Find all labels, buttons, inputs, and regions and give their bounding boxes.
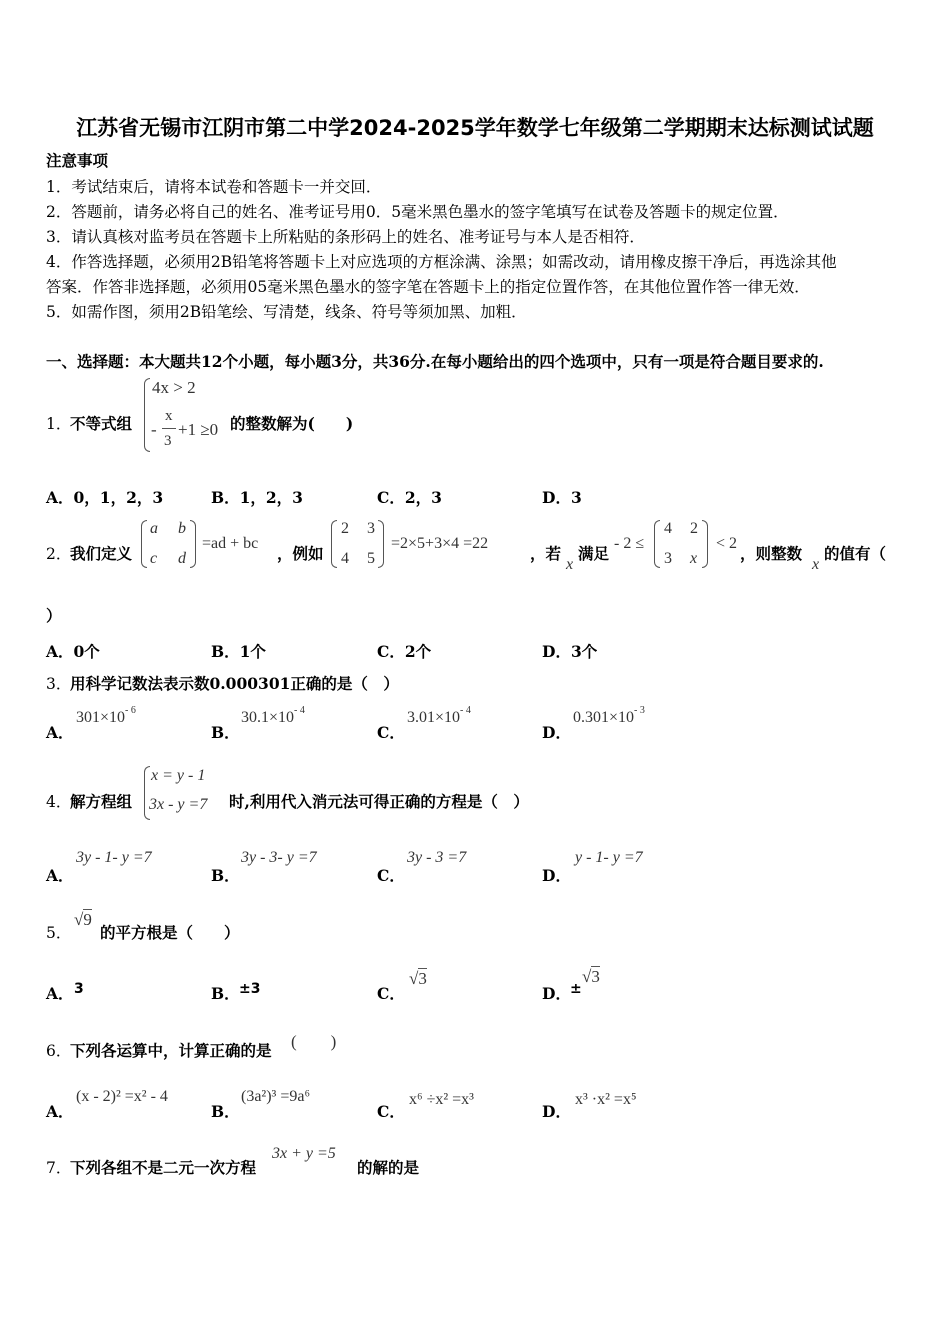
option-b-value: ±3 [239, 981, 261, 997]
fraction-numerator: x [165, 408, 173, 424]
question-prefix: 不等式组 [70, 414, 133, 433]
inequality-left: - 2 ≤ [614, 535, 645, 552]
question-number: 4． [46, 793, 72, 811]
option-a[interactable]: A．0个 [46, 642, 100, 661]
matrix-cell: 3 [664, 550, 672, 567]
option-a[interactable]: A． [46, 984, 74, 1003]
definition-equation: =ad + bc [202, 535, 259, 552]
option-c[interactable]: C． [377, 1102, 405, 1121]
option-a-value: (x - 2)² =x² - 4 [76, 1088, 168, 1105]
section-heading: 一、选择题：本大题共12个小题，每小题3分，共36分.在每小题给出的四个选项中，只有一项是符合题目要求的. [46, 352, 824, 371]
option-b[interactable]: B．1，2，3 [211, 488, 303, 507]
variable: x [812, 556, 820, 573]
option-c[interactable]: C． [377, 866, 405, 885]
option-b[interactable]: B． [211, 984, 240, 1003]
question-number: 2． [46, 545, 72, 563]
question-text: 的值有（ [824, 544, 887, 563]
matrix-cell: 2 [690, 520, 698, 537]
option-d[interactable]: D． [542, 723, 571, 742]
option-c-value: 3y - 3 =7 [407, 849, 467, 866]
option-d[interactable]: D． [542, 866, 571, 885]
question-text: 下列各组不是二元一次方程 [70, 1158, 257, 1177]
equation-2: 3x - y =7 [149, 796, 208, 813]
option-d-value: $0.301\times 10^{- 3}$ [573, 705, 645, 726]
matrix-cell: c [150, 550, 158, 567]
question-prefix: 解方程组 [70, 792, 133, 811]
option-a[interactable]: A． [46, 866, 74, 885]
option-d[interactable]: D． [542, 984, 571, 1003]
variable: x [566, 556, 574, 573]
question-suffix: 的解的是 [357, 1158, 420, 1177]
option-d-value: √3 [582, 967, 600, 986]
inequality-1: 4x > 2 [152, 378, 196, 397]
inequality-2: +1 ≥0 [178, 420, 219, 439]
option-a[interactable]: A． [46, 1102, 74, 1121]
option-d-value: x³ ·x² =x⁵ [575, 1091, 637, 1108]
minus-sign: - [151, 420, 157, 439]
option-d[interactable]: D． [542, 1102, 571, 1121]
option-a-value: $301\times 10^{- 6}$ [76, 705, 136, 726]
equation-1: x = y - 1 [151, 767, 206, 784]
option-a-value: 3y - 1- y =7 [76, 849, 152, 866]
matrix-cell: b [178, 520, 186, 537]
matrix-cell: d [178, 550, 186, 567]
option-c[interactable]: C． [377, 723, 405, 742]
option-b[interactable]: B． [211, 1102, 240, 1121]
notice-item: 答案．作答非选择题，必须用05毫米黑色墨水的签字笔在答题卡上的指定位置作答，在其他位置作答一律无效． [46, 278, 810, 296]
matrix-cell: 2 [341, 520, 349, 537]
sqrt-expression: √9 [74, 910, 92, 929]
option-c-value: x⁶ ÷x² =x³ [409, 1091, 474, 1108]
option-d-value: y - 1- y =7 [575, 849, 643, 866]
question-suffix: 时,利用代入消元法可得正确的方程是（ ） [229, 792, 529, 811]
page-title: 江苏省无锡市江阴市第二中学2024-2025学年数学七年级第二学期期末达标测试试题 [76, 116, 874, 140]
option-c[interactable]: C． [377, 984, 405, 1003]
question-number: 3． [46, 675, 72, 693]
option-a[interactable]: A．0，1，2，3 [46, 488, 164, 507]
answer-paren: ( ) [291, 1032, 337, 1051]
matrix-cell: x [690, 550, 698, 567]
option-c-value: √3 [409, 969, 427, 988]
option-a[interactable]: A． [46, 723, 74, 742]
notice-item: 5．如需作图，须用2B铅笔绘、写清楚，线条、符号等须加黑、加粗． [46, 303, 527, 321]
matrix-paren-right [702, 520, 708, 568]
question-suffix: 的整数解为( ) [230, 414, 354, 433]
option-b[interactable]: B． [211, 723, 240, 742]
option-a-value: 3 [74, 981, 84, 997]
matrix-cell: a [150, 520, 158, 537]
matrix-paren-left [654, 520, 660, 568]
question-text: ，例如 [277, 544, 324, 563]
matrix-cell: 4 [664, 520, 672, 537]
equation: 3x + y =5 [272, 1145, 336, 1162]
notice-item: 3．请认真核对监考员在答题卡上所粘贴的条形码上的姓名、准考证号与本人是否相符． [46, 228, 645, 246]
option-b-value: 3y - 3- y =7 [241, 849, 317, 866]
matrix-paren-right [190, 520, 196, 568]
option-c-value: $3.01\times 10^{- 4}$ [407, 705, 471, 726]
option-b-value: $30.1\times 10^{- 4}$ [241, 705, 305, 726]
question-number: 5． [46, 924, 72, 942]
question-number: 7． [46, 1159, 72, 1177]
option-d[interactable]: D．3 [542, 488, 582, 507]
question-number: 6． [46, 1042, 72, 1060]
option-b[interactable]: B． [211, 866, 240, 885]
notice-item: 4．作答选择题，必须用2B铅笔将答题卡上对应选项的方框涂满、涂黑；如需改动，请用橡皮擦干净后，再选涂其他 [46, 253, 837, 271]
fraction-bar [162, 428, 176, 429]
question-text: 下列各运算中，计算正确的是 [70, 1041, 272, 1060]
fraction-denominator: 3 [164, 433, 172, 449]
option-c[interactable]: C．2，3 [377, 488, 442, 507]
plus-minus-sign: ± [570, 981, 582, 997]
question-text: ，则整数 [740, 544, 803, 563]
matrix-paren-right [378, 520, 384, 568]
option-b-value: (3a²)³ =9a⁶ [241, 1088, 311, 1105]
question-text: 满足 [578, 544, 610, 563]
brace [144, 378, 150, 452]
question-text: 我们定义 [70, 544, 133, 563]
notice-item: 2．答题前，请务必将自己的姓名、准考证号用0．5毫米黑色墨水的签字笔填写在试卷及答题卡的规定位置． [46, 203, 789, 221]
matrix-cell: 4 [341, 550, 349, 567]
inequality-right: < 2 [716, 535, 738, 552]
question-text: 用科学记数法表示数0.000301正确的是（ ） [70, 674, 399, 693]
question-text: ） [46, 606, 62, 625]
question-text: ，若 [530, 544, 562, 563]
matrix-cell: 5 [367, 550, 375, 567]
matrix-paren-left [331, 520, 337, 568]
option-b[interactable]: B．1个 [211, 642, 266, 661]
option-c[interactable]: C．2个 [377, 642, 432, 661]
matrix-cell: 3 [367, 520, 375, 537]
matrix-paren-left [141, 520, 147, 568]
question-suffix: 的平方根是（ ） [100, 923, 240, 942]
example-equation: =2×5+3×4 =22 [391, 535, 489, 552]
notice-heading: 注意事项 [46, 151, 109, 170]
notice-item: 1．考试结束后，请将本试卷和答题卡一并交回． [46, 178, 382, 196]
question-number: 1． [46, 415, 72, 433]
option-d[interactable]: D．3个 [542, 642, 598, 661]
